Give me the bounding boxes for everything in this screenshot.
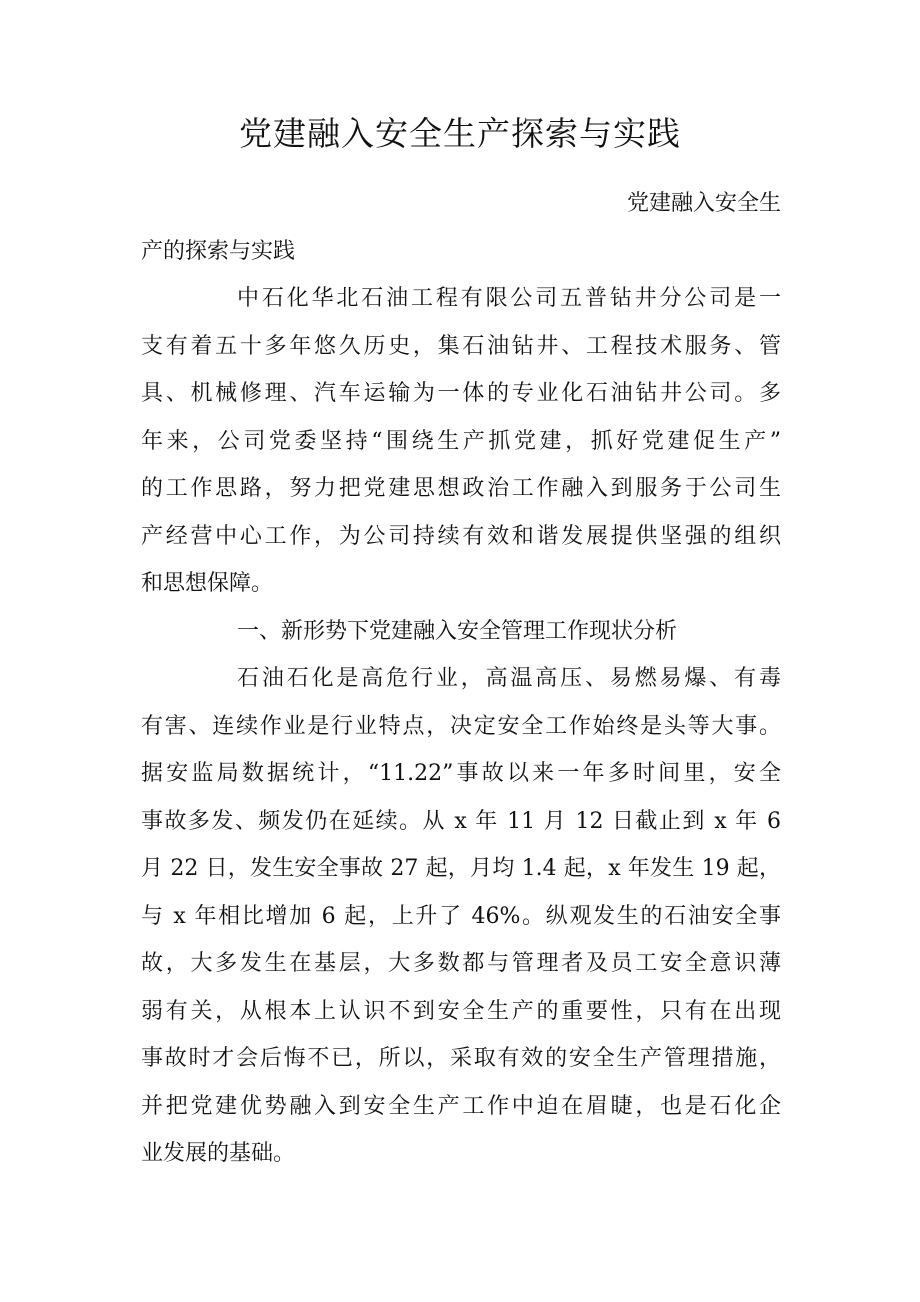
document-body xyxy=(141,180,781,1178)
text-line: 业发展的基础。 xyxy=(141,1141,296,1166)
text-line: 产的探索与实践 xyxy=(141,238,296,264)
text-line: 事故多发、频发仍在延续。从 x 年 11 月 12 日截止到 x 年 6 xyxy=(141,808,781,834)
text-line: 支有着五十多年悠久历史，集石油钻井、工程技术服务、管 xyxy=(141,333,781,359)
text-line: 据安监局数据统计，“11.22”事故以来一年多时间里，安全 xyxy=(141,761,781,786)
text-line: 一、新形势下党建融入安全管理工作现状分析 xyxy=(237,618,678,644)
text-line: 产经营中心工作，为公司持续有效和谐发展提供坚强的组织 xyxy=(141,523,781,549)
text-line: 中石化华北石油工程有限公司五普钻井分公司是一 xyxy=(237,286,781,311)
text-line: 事故时才会后悔不已，所以，采取有效的安全生产管理措施， xyxy=(141,1046,781,1071)
document-title: 党建融入安全生产探索与实践 xyxy=(239,114,681,153)
text-line: 的工作思路，努力把党建思想政治工作融入到服务于公司生 xyxy=(141,476,781,501)
text-line: 并把党建优势融入到安全生产工作中迫在眉睫，也是石化企 xyxy=(141,1093,781,1119)
text-line: 和思想保障。 xyxy=(141,571,274,596)
text-line: 故，大多发生在基层，大多数都与管理者及员工安全意识薄 xyxy=(141,951,781,976)
text-line: 石油石化是高危行业，高温高压、易燃易爆、有毒 xyxy=(237,666,781,691)
text-line: 年来，公司党委坚持“围绕生产抓党建，抓好党建促生产” xyxy=(141,428,781,454)
text-line: 弱有关，从根本上认识不到安全生产的重要性，只有在出现 xyxy=(141,998,781,1024)
text-line: 月 22 日，发生安全事故 27 起，月均 1.4 起，x 年发生 19 起， xyxy=(141,856,781,881)
text-line: 有害、连续作业是行业特点，决定安全工作始终是头等大事。 xyxy=(141,713,781,739)
text-line: 与 x 年相比增加 6 起，上升了 46%。纵观发生的石油安全事 xyxy=(141,903,781,929)
text-line: 具、机械修理、汽车运输为一体的专业化石油钻井公司。多 xyxy=(141,381,781,406)
text-line: 党建融入安全生 xyxy=(626,191,781,216)
